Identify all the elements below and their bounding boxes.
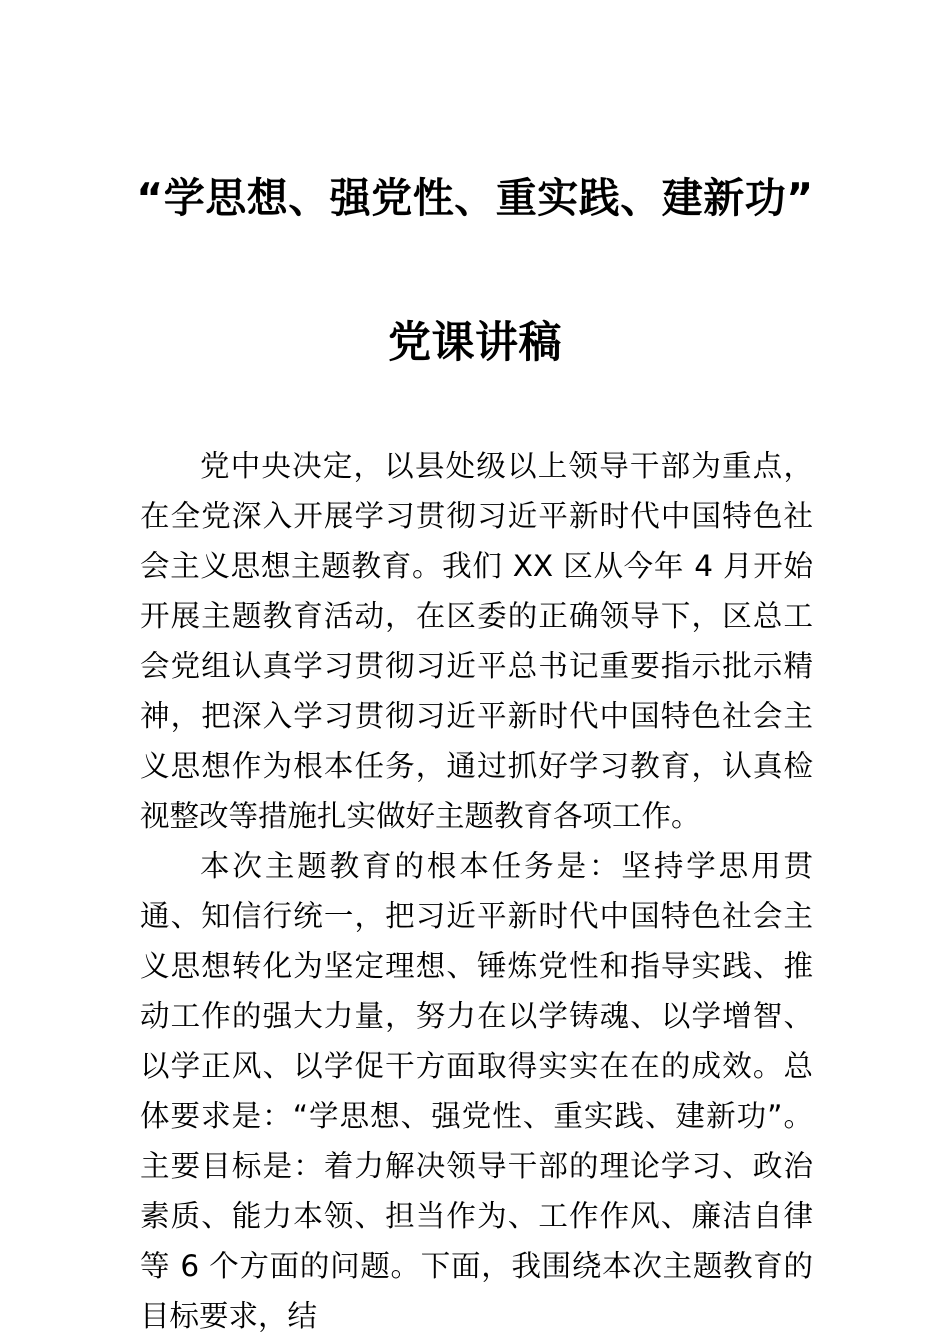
page-subtitle: 党课讲稿: [388, 317, 562, 368]
body-paragraph-1: 党中央决定，以县处级以上领导干部为重点，在全党深入开展学习贯彻习近平新时代中国特色社会主义思想主题教育。我们 XX 区从今年 4 月开始开展主题教育活动，在区委的正确领导下，区总工会党组认真学习贯彻习近平总书记重要指示批示精神，把深入学习贯彻习近平新时代中国特色社会主义思想作为根本任务，通过抓好学习教育，认真检视整改等措施扎实做好主题教育各项工作。: [140, 449, 813, 833]
page-title: “学思想、强党性、重实践、建新功”: [136, 174, 814, 223]
document-body: [140, 441, 813, 1341]
body-paragraph-2: 本次主题教育的根本任务是：坚持学思用贯通、知信行统一，把习近平新时代中国特色社会主义思想转化为坚定理想、锤炼党性和指导实践、推动工作的强大力量，努力在以学铸魂、以学增智、以学正风、以学促干方面取得实实在在的成效。总体要求是：“学思想、强党性、重实践、建新功”。主要目标是：着力解决领导干部的理论学习、政治素质、能力本领、担当作为、工作作风、廉洁自律等 6 个方面的问题。下面，我围绕本次主题教育的目标要求，结: [140, 849, 813, 1333]
